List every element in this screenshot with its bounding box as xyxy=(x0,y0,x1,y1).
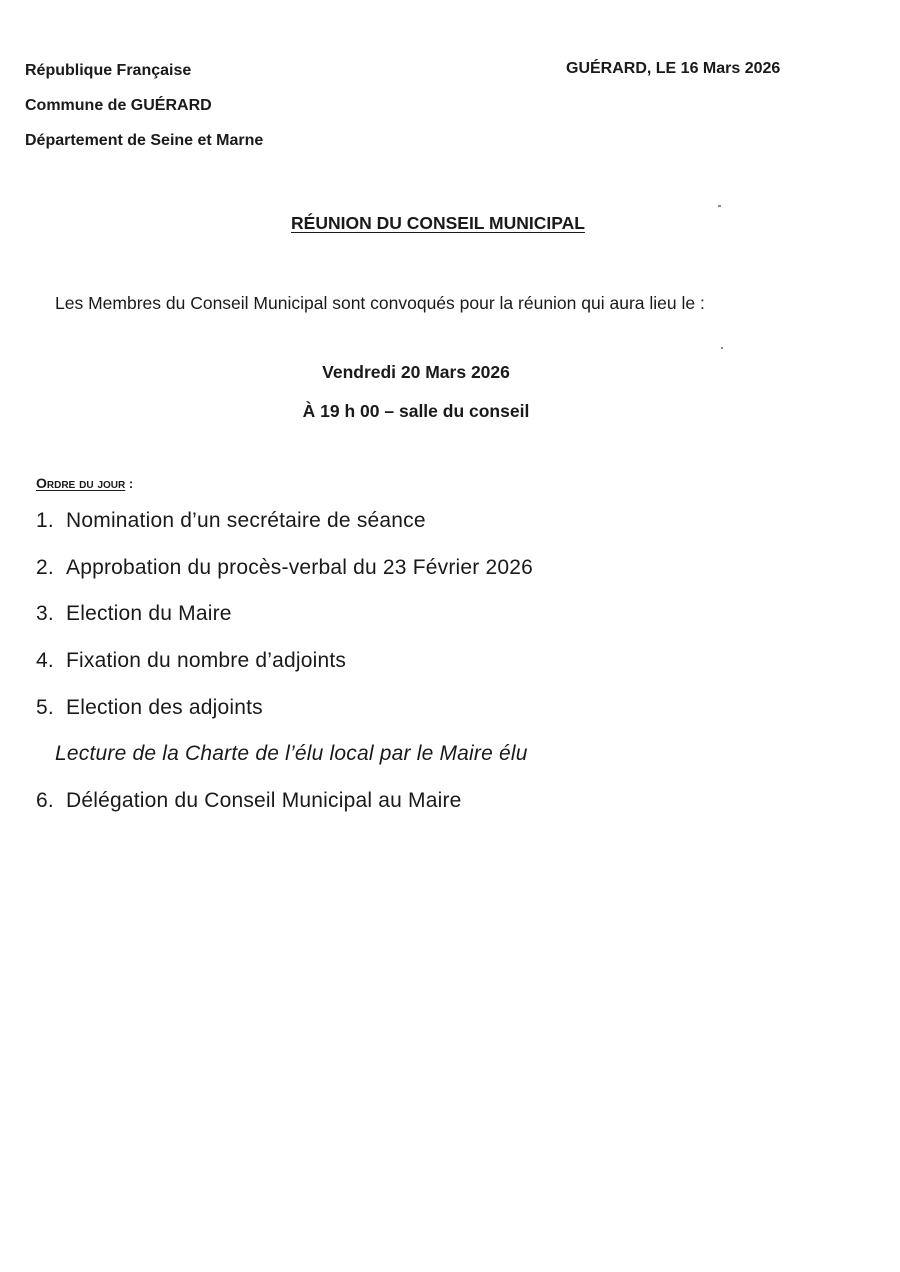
issuer-country: République Française xyxy=(25,62,192,79)
agenda-item-text: Election du Maire xyxy=(66,602,232,626)
agenda-item xyxy=(36,505,533,552)
agenda-item-number: 6. xyxy=(36,789,54,813)
agenda-item xyxy=(36,645,533,692)
document-title: RÉUNION DU CONSEIL MUNICIPAL xyxy=(291,213,585,233)
place-and-date: GUÉRARD, LE 16 Mars 2026 xyxy=(566,60,781,77)
agenda-item xyxy=(36,598,533,645)
agenda-item xyxy=(36,552,533,599)
agenda-item xyxy=(36,692,533,739)
agenda-heading-label: Ordre du jour xyxy=(36,475,126,491)
scan-speck xyxy=(721,347,723,349)
agenda-note: Lecture de la Charte de l’élu local par le Maire élu xyxy=(55,742,528,766)
agenda-item-text: Election des adjoints xyxy=(66,695,263,719)
agenda-heading xyxy=(36,473,133,494)
issuer-commune: Commune de GUÉRARD xyxy=(25,97,212,114)
agenda-item-text: Délégation du Conseil Municipal au Maire xyxy=(66,789,462,813)
agenda-item-text: Fixation du nombre d’adjoints xyxy=(66,649,347,673)
agenda-item-number: 5. xyxy=(36,695,54,719)
agenda-item xyxy=(36,785,533,832)
issuer-block xyxy=(25,60,263,165)
meeting-date: Vendredi 20 Mars 2026 xyxy=(322,362,510,382)
scan-speck xyxy=(718,205,721,207)
meeting-time-place: À 19 h 00 – salle du conseil xyxy=(302,401,530,421)
agenda-item-text: Nomination d’un secrétaire de séance xyxy=(66,509,426,532)
convocation-text: Les Membres du Conseil Municipal sont convoqués pour la réunion qui aura lieu le : xyxy=(55,293,705,313)
agenda-item-number: 3. xyxy=(36,602,54,626)
issuer-department: Département de Seine et Marne xyxy=(25,132,264,149)
agenda-item-number: 4. xyxy=(36,649,54,673)
agenda-item-number: 2. xyxy=(36,555,54,579)
agenda-heading-colon: : xyxy=(125,476,134,491)
agenda-item-number: 1. xyxy=(36,509,54,532)
agenda-item-text: Approbation du procès-verbal du 23 Février 2026 xyxy=(66,555,534,579)
agenda-list xyxy=(36,505,533,832)
